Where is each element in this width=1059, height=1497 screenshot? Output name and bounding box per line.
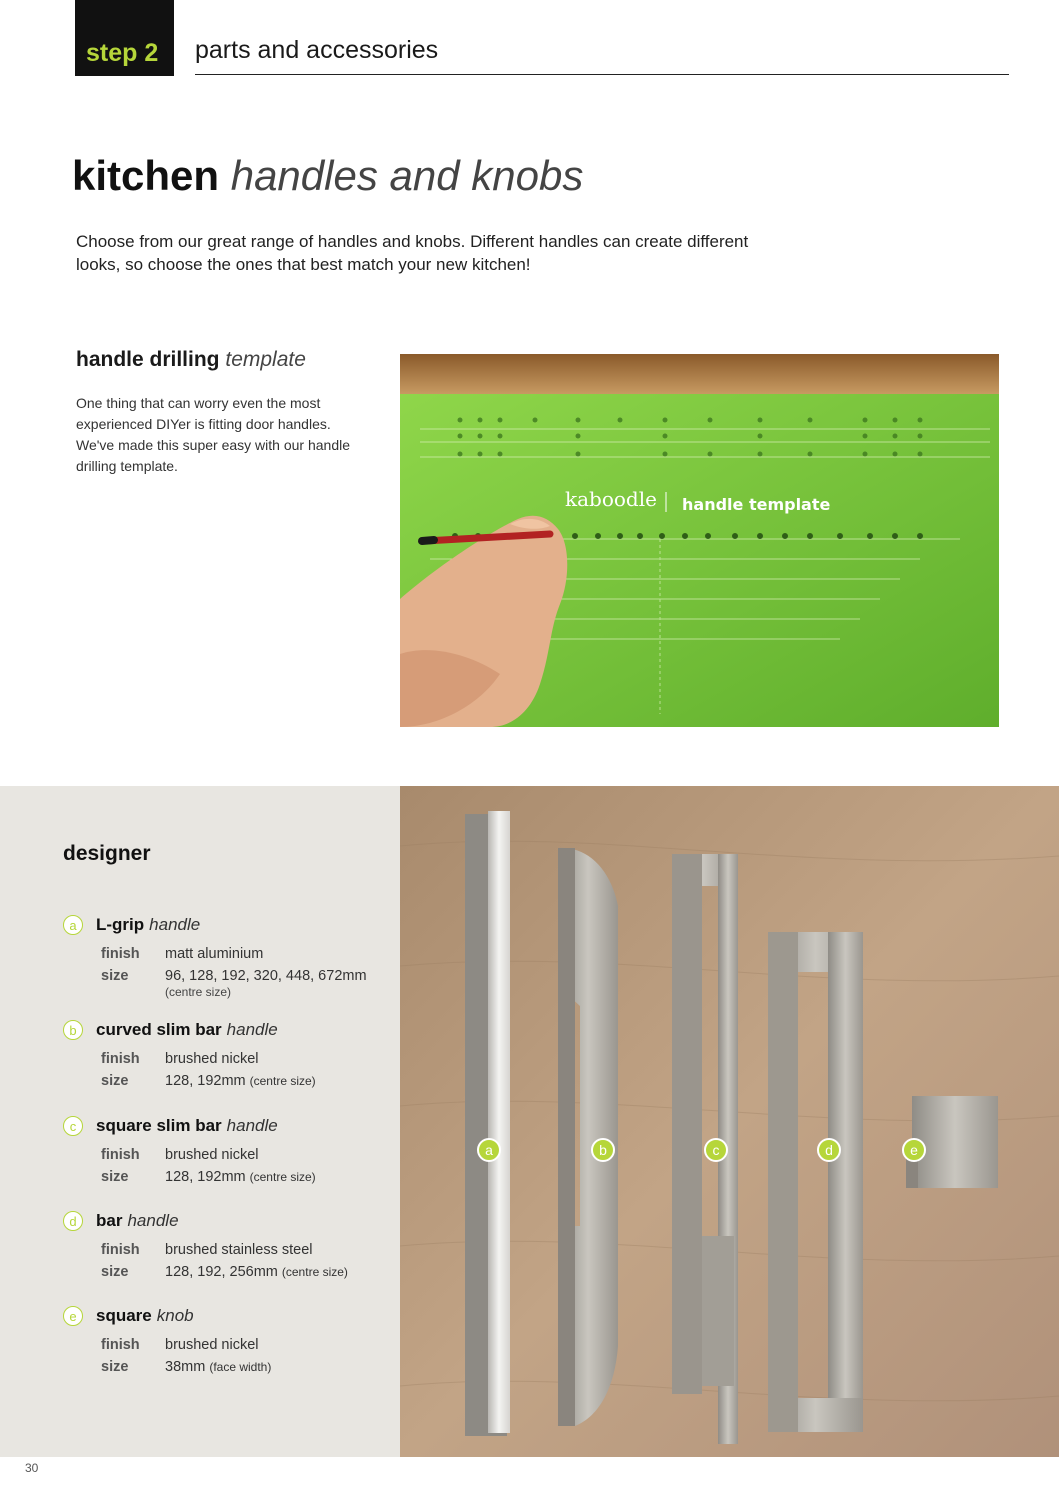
- intro-paragraph: Choose from our great range of handles and knobs. Different handles can create different looks, so choose the ones that best match your new kitchen!: [76, 232, 749, 274]
- handles-photo: [400, 786, 1059, 1457]
- size-value: 38mm: [165, 1359, 206, 1375]
- size-value: 128, 192mm: [165, 1169, 246, 1185]
- finish-label: finish: [101, 1051, 140, 1067]
- step-badge: [75, 0, 174, 76]
- item-letter-badge: b: [63, 1020, 83, 1040]
- size-label: size: [101, 1264, 129, 1280]
- finish-label: finish: [101, 1147, 140, 1163]
- handle-template-photo: [400, 354, 999, 727]
- finish-value: brushed nickel: [165, 1051, 259, 1067]
- photo-badge-c: c: [704, 1138, 728, 1162]
- size-note: (centre size): [249, 1170, 316, 1184]
- item-type: handle: [149, 915, 201, 934]
- product-item-b: [63, 1017, 398, 1091]
- item-type: handle: [226, 1020, 278, 1039]
- item-name: square slim bar: [96, 1116, 222, 1135]
- item-letter-badge: a: [63, 915, 83, 935]
- finish-label: finish: [101, 946, 140, 962]
- size-note: (face width): [209, 1360, 272, 1374]
- size-note: (centre size): [281, 1265, 348, 1279]
- size-note: (centre size): [249, 1074, 316, 1088]
- item-name: L-grip: [96, 915, 145, 934]
- finish-value: matt aluminium: [165, 946, 264, 962]
- template-label: handle template: [682, 495, 831, 514]
- header-divider: [195, 74, 1009, 75]
- page-title-italic: handles and knobs: [230, 152, 584, 199]
- size-value: 96, 128, 192, 320, 448, 672mm: [165, 968, 367, 984]
- item-letter-badge: c: [63, 1116, 83, 1136]
- finish-label: finish: [101, 1337, 140, 1353]
- finish-value: brushed nickel: [165, 1147, 259, 1163]
- page-title-bold: kitchen: [72, 152, 220, 199]
- page-number: 30: [25, 1461, 39, 1475]
- size-note: (centre size): [165, 985, 232, 999]
- product-item-c: [63, 1113, 398, 1187]
- template-brand: kaboodle: [565, 487, 657, 511]
- item-type: knob: [156, 1306, 194, 1325]
- item-name: bar: [96, 1211, 123, 1230]
- template-description: One thing that can worry even the most experienced DIYer is fitting door handles. We've made this super easy with our handle drilling template.: [76, 395, 351, 474]
- item-type: handle: [127, 1211, 179, 1230]
- item-name: square: [96, 1306, 152, 1325]
- size-value: 128, 192mm: [165, 1073, 246, 1089]
- section-title: parts and accessories: [195, 36, 439, 64]
- template-heading-italic: template: [225, 348, 306, 371]
- photo-badge-e: e: [902, 1138, 926, 1162]
- size-label: size: [101, 1073, 129, 1089]
- photo-badge-b: b: [591, 1138, 615, 1162]
- product-item-a: [63, 912, 398, 999]
- item-letter-badge: e: [63, 1306, 83, 1326]
- finish-value: brushed stainless steel: [165, 1242, 313, 1258]
- template-heading-bold: handle drilling: [76, 348, 220, 371]
- item-letter-badge: d: [63, 1211, 83, 1231]
- item-name: curved slim bar: [96, 1020, 222, 1039]
- size-label: size: [101, 1359, 129, 1375]
- template-heading: [76, 348, 306, 372]
- item-type: handle: [226, 1116, 278, 1135]
- size-label: size: [101, 1169, 129, 1185]
- finish-value: brushed nickel: [165, 1337, 259, 1353]
- size-label: size: [101, 968, 129, 984]
- product-item-d: [63, 1208, 398, 1282]
- size-value: 128, 192, 256mm: [165, 1264, 278, 1280]
- finish-label: finish: [101, 1242, 140, 1258]
- photo-badge-d: d: [817, 1138, 841, 1162]
- page-title: [72, 152, 583, 200]
- designer-heading: designer: [63, 842, 151, 865]
- step-label: step 2: [86, 39, 159, 67]
- product-item-e: [63, 1303, 398, 1377]
- photo-badge-a: a: [477, 1138, 501, 1162]
